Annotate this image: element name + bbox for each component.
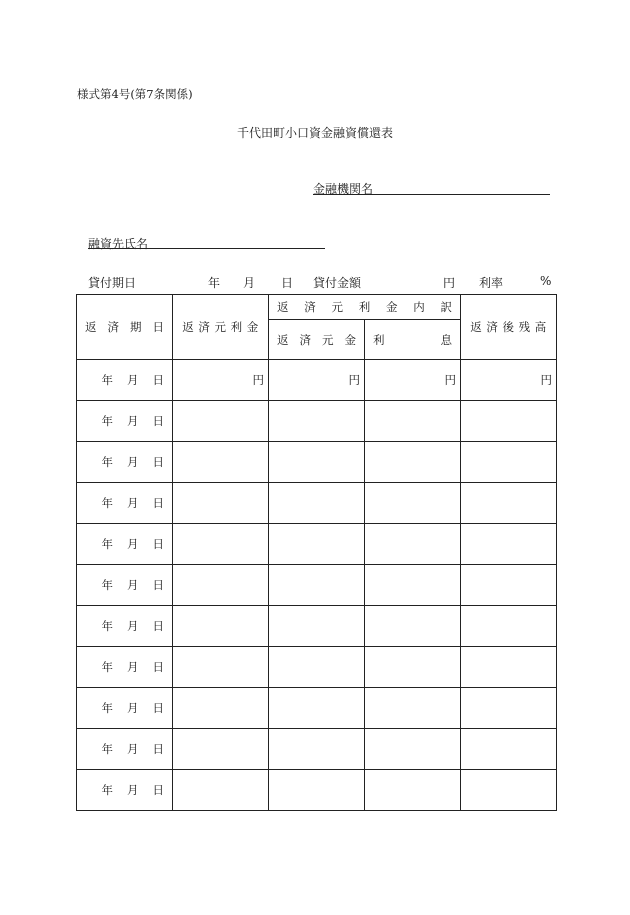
repayment-date-cell[interactable] bbox=[77, 360, 173, 401]
header-balance: 返 済 後 残 高 bbox=[461, 295, 557, 360]
date-part-label: 日 bbox=[152, 578, 164, 592]
loan-amount-label: 貸付金額 bbox=[313, 276, 362, 290]
loan-period-label: 貸付期日 bbox=[88, 276, 137, 290]
date-part-label: 月 bbox=[127, 660, 139, 674]
table-row bbox=[77, 442, 557, 483]
borrower-label: 融資先氏名 bbox=[88, 237, 149, 251]
principal-cell[interactable] bbox=[269, 401, 365, 442]
repayment-total-cell[interactable] bbox=[173, 524, 269, 565]
yen-unit-label: 円 bbox=[444, 373, 456, 387]
borrower-field-line[interactable] bbox=[88, 248, 325, 249]
repayment-date-cell[interactable] bbox=[77, 401, 173, 442]
table-row bbox=[77, 606, 557, 647]
header-char: 訳 bbox=[440, 300, 452, 314]
table-row bbox=[77, 360, 557, 401]
date-part-label: 日 bbox=[152, 783, 164, 797]
date-part-label: 日 bbox=[152, 537, 164, 551]
repayment-total-cell[interactable] bbox=[173, 442, 269, 483]
header-repayment-total: 返 済 元 利 金 bbox=[173, 295, 269, 360]
balance-cell[interactable] bbox=[461, 770, 557, 811]
table-row bbox=[77, 483, 557, 524]
date-part-label: 日 bbox=[152, 742, 164, 756]
balance-cell[interactable] bbox=[461, 401, 557, 442]
principal-cell[interactable] bbox=[269, 524, 365, 565]
header-char: 済 bbox=[304, 300, 316, 314]
table-row bbox=[77, 565, 557, 606]
loan-period-day: 日 bbox=[281, 276, 294, 290]
date-part-label: 日 bbox=[152, 373, 164, 387]
date-part-label: 月 bbox=[127, 537, 139, 551]
principal-cell[interactable] bbox=[269, 647, 365, 688]
date-part-label: 日 bbox=[152, 455, 164, 469]
repayment-schedule-table bbox=[76, 294, 557, 811]
repayment-date-cell[interactable] bbox=[77, 565, 173, 606]
header-char: 元 bbox=[331, 300, 343, 314]
date-part-label: 日 bbox=[152, 619, 164, 633]
header-principal bbox=[269, 320, 365, 360]
header-char: 金 bbox=[344, 332, 356, 347]
table-row bbox=[77, 401, 557, 442]
principal-cell[interactable] bbox=[269, 360, 365, 401]
date-part-label: 月 bbox=[127, 496, 139, 510]
header-char: 元 bbox=[322, 332, 334, 347]
balance-cell[interactable] bbox=[461, 688, 557, 729]
repayment-total-cell[interactable] bbox=[173, 606, 269, 647]
repayment-total-cell[interactable] bbox=[173, 647, 269, 688]
header-char: 済 bbox=[299, 332, 311, 347]
header-char: 息 bbox=[440, 332, 452, 347]
date-part-label: 日 bbox=[152, 414, 164, 428]
page-title: 千代田町小口資金融資償還表 bbox=[236, 126, 393, 140]
repayment-total-cell[interactable] bbox=[173, 483, 269, 524]
date-part-label: 月 bbox=[127, 414, 139, 428]
balance-cell[interactable] bbox=[461, 360, 557, 401]
principal-cell[interactable] bbox=[269, 483, 365, 524]
interest-rate-percent: % bbox=[540, 274, 552, 288]
repayment-date-cell[interactable] bbox=[77, 647, 173, 688]
interest-rate-label: 利率 bbox=[479, 276, 504, 290]
repayment-total-cell[interactable] bbox=[173, 729, 269, 770]
balance-cell[interactable] bbox=[461, 565, 557, 606]
header-char: 返 bbox=[277, 332, 289, 347]
principal-cell[interactable] bbox=[269, 606, 365, 647]
date-part-label: 年 bbox=[101, 660, 113, 674]
repayment-total-cell[interactable] bbox=[173, 770, 269, 811]
interest-cell[interactable] bbox=[365, 524, 461, 565]
table-row bbox=[77, 729, 557, 770]
table-row bbox=[77, 688, 557, 729]
interest-cell[interactable] bbox=[365, 401, 461, 442]
date-part-label: 年 bbox=[101, 578, 113, 592]
header-char: 内 bbox=[413, 300, 425, 314]
interest-cell[interactable] bbox=[365, 770, 461, 811]
header-char: 返 bbox=[277, 300, 289, 314]
date-part-label: 年 bbox=[101, 742, 113, 756]
balance-cell[interactable] bbox=[461, 729, 557, 770]
header-repayment-date bbox=[77, 295, 173, 360]
date-part-label: 月 bbox=[127, 578, 139, 592]
loan-period-year: 年 bbox=[208, 276, 221, 290]
balance-cell[interactable] bbox=[461, 524, 557, 565]
balance-cell[interactable] bbox=[461, 483, 557, 524]
table-row bbox=[77, 524, 557, 565]
interest-cell[interactable] bbox=[365, 729, 461, 770]
repayment-date-cell[interactable] bbox=[77, 442, 173, 483]
header-char: 返 bbox=[85, 320, 97, 334]
date-part-label: 年 bbox=[101, 496, 113, 510]
interest-cell[interactable] bbox=[365, 483, 461, 524]
repayment-total-cell[interactable] bbox=[173, 688, 269, 729]
balance-cell[interactable] bbox=[461, 647, 557, 688]
principal-cell[interactable] bbox=[269, 442, 365, 483]
interest-cell[interactable] bbox=[365, 606, 461, 647]
date-part-label: 年 bbox=[101, 373, 113, 387]
header-char: 利 bbox=[373, 332, 385, 347]
repayment-date-cell[interactable] bbox=[77, 770, 173, 811]
table-row bbox=[77, 647, 557, 688]
interest-cell[interactable] bbox=[365, 360, 461, 401]
repayment-date-cell[interactable] bbox=[77, 483, 173, 524]
date-part-label: 年 bbox=[101, 414, 113, 428]
header-char: 金 bbox=[386, 300, 398, 314]
institution-field-line[interactable] bbox=[313, 194, 550, 195]
form-number: 様式第4号(第7条関係) bbox=[77, 87, 193, 101]
principal-cell[interactable] bbox=[269, 688, 365, 729]
table-row bbox=[77, 770, 557, 811]
date-part-label: 月 bbox=[127, 742, 139, 756]
loan-period-month: 月 bbox=[243, 276, 256, 290]
interest-cell[interactable] bbox=[365, 565, 461, 606]
repayment-date-cell[interactable] bbox=[77, 729, 173, 770]
date-part-label: 月 bbox=[127, 783, 139, 797]
date-part-label: 日 bbox=[152, 701, 164, 715]
institution-label: 金融機関名 bbox=[313, 182, 374, 196]
yen-unit-label: 円 bbox=[252, 373, 264, 387]
header-interest bbox=[365, 320, 461, 360]
date-part-label: 年 bbox=[101, 537, 113, 551]
principal-cell[interactable] bbox=[269, 770, 365, 811]
date-part-label: 月 bbox=[127, 373, 139, 387]
yen-unit-label: 円 bbox=[348, 373, 360, 387]
principal-cell[interactable] bbox=[269, 729, 365, 770]
repayment-total-cell[interactable] bbox=[173, 360, 269, 401]
date-part-label: 月 bbox=[127, 455, 139, 469]
repayment-date-cell[interactable] bbox=[77, 606, 173, 647]
repayment-date-cell[interactable] bbox=[77, 524, 173, 565]
repayment-date-cell[interactable] bbox=[77, 688, 173, 729]
header-char: 日 bbox=[152, 320, 164, 334]
principal-cell[interactable] bbox=[269, 565, 365, 606]
balance-cell[interactable] bbox=[461, 606, 557, 647]
loan-amount-yen: 円 bbox=[443, 276, 456, 290]
interest-cell[interactable] bbox=[365, 442, 461, 483]
date-part-label: 年 bbox=[101, 783, 113, 797]
header-char: 済 bbox=[107, 320, 119, 334]
interest-cell[interactable] bbox=[365, 688, 461, 729]
repayment-total-cell[interactable] bbox=[173, 401, 269, 442]
date-part-label: 日 bbox=[152, 660, 164, 674]
interest-cell[interactable] bbox=[365, 647, 461, 688]
date-part-label: 月 bbox=[127, 619, 139, 633]
yen-unit-label: 円 bbox=[540, 373, 552, 387]
header-char: 利 bbox=[358, 300, 371, 314]
date-part-label: 月 bbox=[127, 701, 139, 715]
date-part-label: 日 bbox=[152, 496, 164, 510]
date-part-label: 年 bbox=[101, 701, 113, 715]
header-breakdown bbox=[269, 295, 461, 320]
header-char: 期 bbox=[130, 320, 142, 334]
date-part-label: 年 bbox=[101, 619, 113, 633]
balance-cell[interactable] bbox=[461, 442, 557, 483]
date-part-label: 年 bbox=[101, 455, 113, 469]
repayment-total-cell[interactable] bbox=[173, 565, 269, 606]
